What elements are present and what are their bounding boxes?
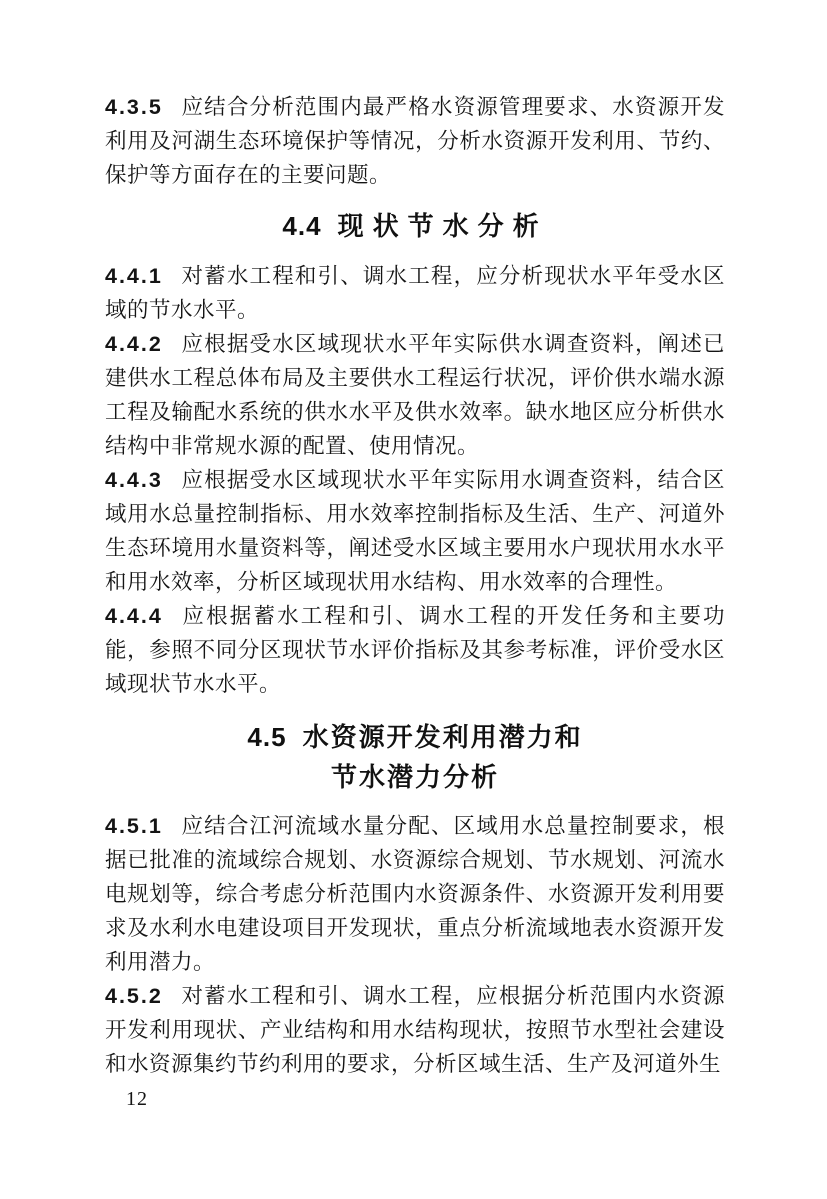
- paragraph-4-3-5: [105, 90, 725, 192]
- paragraph-4-5-1: [105, 809, 725, 979]
- clause-number-4-3-5: 4.3.5: [105, 95, 163, 119]
- paragraph-4-4-2: [105, 327, 725, 463]
- paragraph-4-4-3: [105, 463, 725, 599]
- clause-number-4-4-2: 4.4.2: [105, 332, 163, 356]
- heading-4-4-number: 4.4: [282, 211, 322, 241]
- document-content: [105, 90, 725, 1081]
- clause-text-4-4-3: 应根据受水区域现状水平年实际用水调查资料，结合区域用水总量控制指标、用水效率控制指标及生活、生产、河道外生态环境用水量资料等，阐述受水区域主要用水户现状用水水平和用水效率，分析区域现状用水结构、用水效率的合理性。: [105, 468, 725, 594]
- clause-number-4-4-4: 4.4.4: [105, 604, 163, 628]
- heading-4-4-title: 现状节水分析: [337, 211, 548, 241]
- heading-4-4: [105, 206, 725, 246]
- page-number: 12: [126, 1088, 148, 1110]
- paragraph-4-4-1: [105, 259, 725, 327]
- heading-4-5: [105, 717, 725, 797]
- paragraph-4-5-2: [105, 979, 725, 1081]
- heading-4-5-line-1: [105, 717, 725, 757]
- clause-number-4-4-3: 4.4.3: [105, 468, 163, 492]
- heading-4-5-line-2: [105, 757, 725, 797]
- heading-4-5-number: 4.5: [247, 722, 287, 752]
- clause-text-4-4-1: 对蓄水工程和引、调水工程，应分析现状水平年受水区域的节水水平。: [105, 264, 725, 322]
- heading-4-5-title-line-1: 水资源开发利用潜力和: [302, 722, 583, 752]
- clause-text-4-4-4: 应根据蓄水工程和引、调水工程的开发任务和主要功能，参照不同分区现状节水评价指标及其参考标准，评价受水区域现状节水水平。: [105, 604, 725, 696]
- clause-number-4-5-1: 4.5.1: [105, 814, 163, 838]
- paragraph-4-4-4: [105, 599, 725, 701]
- clause-text-4-5-2: 对蓄水工程和引、调水工程，应根据分析范围内水资源开发利用现状、产业结构和用水结构现状，按照节水型社会建设和水资源集约节约利用的要求，分析区域生活、生产及河道外生: [105, 984, 725, 1076]
- clause-text-4-4-2: 应根据受水区域现状水平年实际供水调查资料，阐述已建供水工程总体布局及主要供水工程运行状况，评价供水端水源工程及输配水系统的供水水平及供水效率。缺水地区应分析供水结构中非常规水源的配置、使用情况。: [105, 332, 725, 458]
- clause-text-4-3-5: 应结合分析范围内最严格水资源管理要求、水资源开发利用及河湖生态环境保护等情况，分析水资源开发利用、节约、保护等方面存在的主要问题。: [105, 95, 725, 187]
- heading-4-5-title-line-2: 节水潜力分析: [330, 762, 499, 792]
- clause-number-4-4-1: 4.4.1: [105, 264, 163, 288]
- clause-text-4-5-1: 应结合江河流域水量分配、区域用水总量控制要求，根据已批准的流域综合规划、水资源综合规划、节水规划、河流水电规划等，综合考虑分析范围内水资源条件、水资源开发利用要求及水利水电建设项目开发现状，重点分析流域地表水资源开发利用潜力。: [105, 814, 725, 974]
- clause-number-4-5-2: 4.5.2: [105, 984, 163, 1008]
